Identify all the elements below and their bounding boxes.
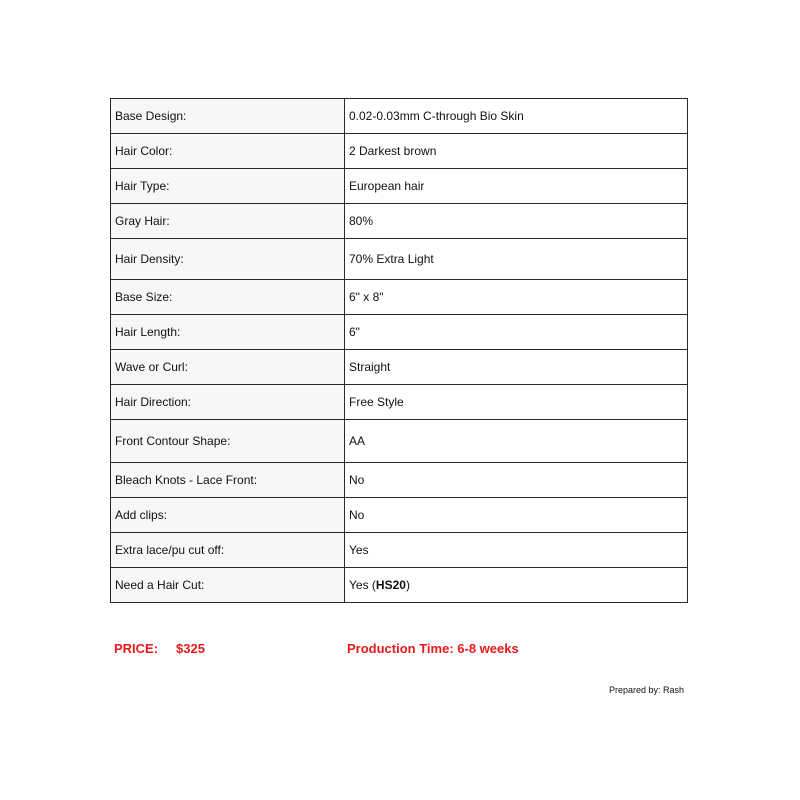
table-row — [111, 204, 688, 239]
hair-cut-style-code: HS20 — [375, 578, 406, 592]
table-row — [111, 169, 688, 204]
spec-label-hair-type: Hair Type: — [111, 169, 345, 204]
spec-label-hair-color: Hair Color: — [111, 134, 345, 169]
spec-label-extra-lace-cut-off: Extra lace/pu cut off: — [111, 533, 345, 568]
spec-label-hair-direction: Hair Direction: — [111, 385, 345, 420]
spec-label-wave-or-curl: Wave or Curl: — [111, 350, 345, 385]
spec-value-base-size: 6" x 8" — [345, 280, 688, 315]
spec-value-hair-color: 2 Darkest brown — [345, 134, 688, 169]
spec-label-hair-length: Hair Length: — [111, 315, 345, 350]
price-label: PRICE: — [114, 641, 159, 656]
price-summary — [114, 641, 688, 657]
prepared-by-note: Prepared by: Rash — [608, 685, 684, 695]
spec-value-hair-type: European hair — [345, 169, 688, 204]
hair-cut-value-suffix: ) — [405, 578, 410, 592]
spec-value-hair-length: 6" — [345, 315, 688, 350]
price-value: $325 — [176, 641, 205, 656]
table-row — [111, 350, 688, 385]
spec-label-front-contour-shape: Front Contour Shape: — [111, 420, 345, 463]
spec-value-front-contour-shape: AA — [345, 420, 688, 463]
spec-value-hair-density: 70% Extra Light — [345, 239, 688, 280]
spec-value-bleach-knots: No — [345, 463, 688, 498]
hair-system-spec-table — [110, 98, 688, 603]
spec-label-base-design: Base Design: — [111, 99, 345, 134]
spec-label-need-hair-cut: Need a Hair Cut: — [111, 568, 345, 603]
spec-value-need-hair-cut — [345, 568, 688, 603]
table-row — [111, 280, 688, 315]
spec-label-hair-density: Hair Density: — [111, 239, 345, 280]
hair-cut-value-prefix: Yes ( — [349, 578, 376, 592]
spec-label-bleach-knots: Bleach Knots - Lace Front: — [111, 463, 345, 498]
spec-value-extra-lace-cut-off: Yes — [345, 533, 688, 568]
spec-value-base-design: 0.02-0.03mm C-through Bio Skin — [345, 99, 688, 134]
spec-value-hair-direction: Free Style — [345, 385, 688, 420]
table-row — [111, 533, 688, 568]
table-row — [111, 315, 688, 350]
production-time: Production Time: 6-8 weeks — [347, 641, 519, 656]
table-row — [111, 239, 688, 280]
spec-label-base-size: Base Size: — [111, 280, 345, 315]
spec-label-gray-hair: Gray Hair: — [111, 204, 345, 239]
table-row — [111, 420, 688, 463]
spec-value-wave-or-curl: Straight — [345, 350, 688, 385]
table-row — [111, 99, 688, 134]
spec-value-gray-hair: 80% — [345, 204, 688, 239]
spec-label-add-clips: Add clips: — [111, 498, 345, 533]
table-row — [111, 463, 688, 498]
table-row — [111, 134, 688, 169]
table-row — [111, 568, 688, 603]
table-row — [111, 385, 688, 420]
table-row — [111, 498, 688, 533]
spec-value-add-clips: No — [345, 498, 688, 533]
